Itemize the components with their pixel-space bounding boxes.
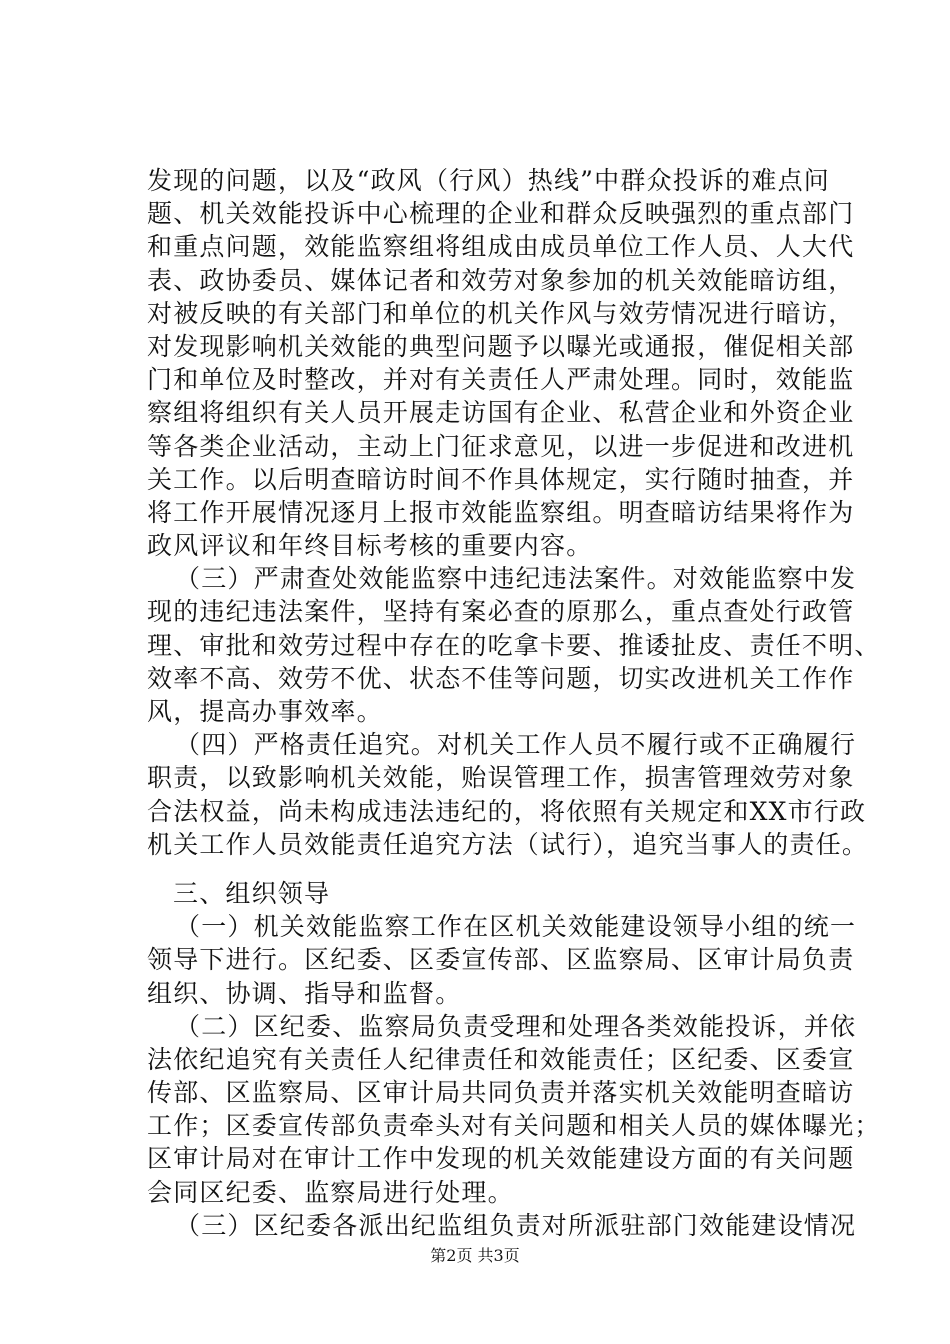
paragraph-continued: [147, 164, 855, 562]
text-line: 传部、区监察局、区审计局共同负责并落实机关效能明查暗访: [147, 1078, 855, 1108]
text-line: 工作；区委宣传部负责牵头对有关问题和相关人员的媒体曝光；: [147, 1111, 881, 1141]
text-line: 机关工作人员效能责任追究方法（试行），追究当事人的责任。: [147, 829, 869, 859]
text-line: 和重点问题，效能监察组将组成由成员单位工作人员、人大代: [147, 232, 855, 262]
text-line: 会同区纪委、监察局进行处理。: [147, 1177, 514, 1207]
text-line: 组织、协调、指导和监督。: [147, 978, 462, 1008]
text-line: （三）严肃查处效能监察中违纪违法案件。对效能监察中发: [175, 564, 857, 594]
text-line: 效率不高、效劳不优、状态不佳等问题，切实改进机关工作作: [147, 663, 855, 693]
text-line: 察组将组织有关人员开展走访国有企业、私营企业和外资企业: [147, 398, 855, 428]
text-line: 理、审批和效劳过程中存在的吃拿卡要、推诿扯皮、责任不明、: [147, 630, 881, 660]
section3-paragraph-3: [147, 1209, 857, 1242]
text-line: （三）区纪委各派出纪监组负责对所派驻部门效能建设情况: [175, 1210, 857, 1240]
text-line: 题、机关效能投诉中心梳理的企业和群众反映强烈的重点部门: [147, 199, 855, 229]
paragraph-4: [147, 728, 869, 861]
paragraph-3: [147, 562, 881, 728]
text-line: 领导下进行。区纪委、区委宣传部、区监察局、区审计局负责: [147, 945, 855, 975]
text-line: 等各类企业活动，主动上门征求意见，以进一步促进和改进机: [147, 431, 855, 461]
section-heading: 三、组织领导: [173, 878, 331, 908]
text-line: 政风评议和年终目标考核的重要内容。: [147, 531, 593, 561]
text-line: 关工作。以后明查暗访时间不作具体规定，实行随时抽查，并: [147, 464, 855, 494]
text-line: 法依纪追究有关责任人纪律责任和效能责任；区纪委、区委宣: [147, 1044, 855, 1074]
text-line: 发现的问题，以及“政风（行风）热线”中群众投诉的难点问: [147, 166, 830, 195]
text-line: 职责，以致影响机关效能，贻误管理工作，损害管理效劳对象: [147, 763, 855, 793]
section3-paragraph-2: [147, 1010, 881, 1209]
text-line: （四）严格责任追究。对机关工作人员不履行或不正确履行: [175, 730, 857, 760]
text-line: 对发现影响机关效能的典型问题予以曝光或通报，催促相关部: [147, 331, 855, 361]
text-line: 将工作开展情况逐月上报市效能监察组。明查暗访结果将作为: [147, 497, 855, 527]
text-line: 表、政协委员、媒体记者和效劳对象参加的机关效能暗访组，: [147, 265, 855, 295]
text-line: 区审计局对在审计工作中发现的机关效能建设方面的有关问题: [147, 1144, 855, 1174]
document-body: [147, 164, 881, 1242]
text-line: 对被反映的有关部门和单位的机关作风与效劳情况进行暗访，: [147, 298, 855, 328]
text-line: 门和单位及时整改，并对有关责任人严肃处理。同时，效能监: [147, 365, 855, 395]
page-number: 第2页 共3页: [430, 1246, 520, 1265]
text-line: 风，提高办事效率。: [147, 697, 383, 726]
text-line: （二）区纪委、监察局负责受理和处理各类效能投诉，并依: [175, 1011, 857, 1041]
section-gap: [147, 861, 847, 877]
text-line: 现的违纪违法案件，坚持有案必查的原那么，重点查处行政管: [147, 597, 855, 627]
text-line: （一）机关效能监察工作在区机关效能建设领导小组的统一: [175, 912, 857, 942]
section3-paragraph-1: [147, 910, 857, 1010]
text-line: 合法权益，尚未构成违法违纪的，将依照有关规定和XX市行政: [147, 796, 867, 826]
